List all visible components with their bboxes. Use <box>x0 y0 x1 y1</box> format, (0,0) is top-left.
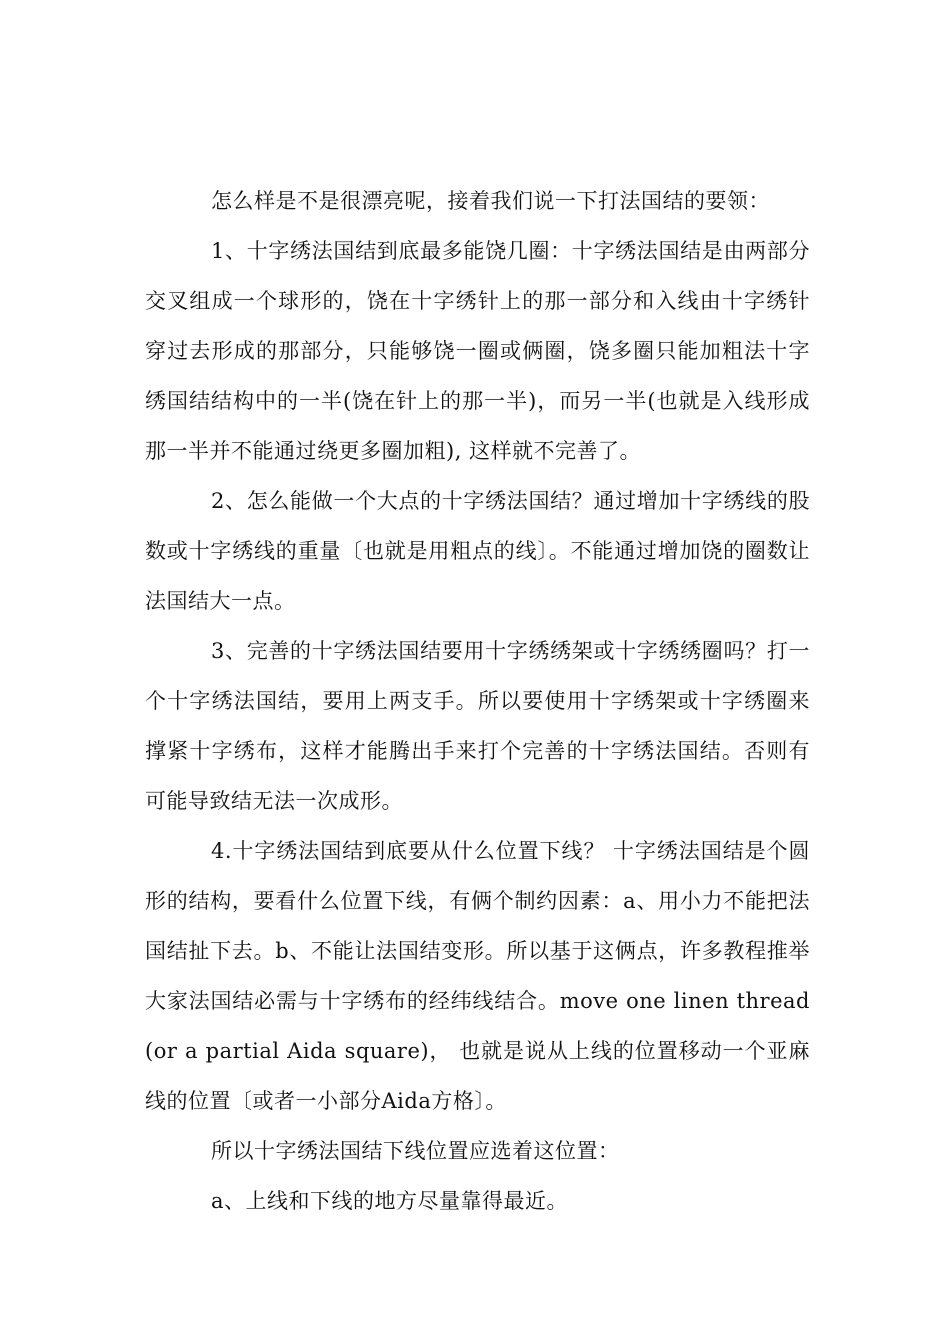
document-body <box>145 176 810 1226</box>
paragraph-summary: 所以十字绣法国结下线位置应选着这位置： <box>211 1139 620 1163</box>
paragraph-point-4: 4.十字绣法国结到底要从什么位置下线？ 十字绣法国结是个圆形的结构，要看什么位置下线，有俩个制约因素：a、用小力不能把法国结扯下去。b、不能让法国结变形。所以基于这俩点，许多教程推举大家法国结必需与十字绣布的经纬线结合。move one linen thread(or a partial Aida square)， 也就是说从上线的位置移动一个亚麻线的位置〔或者一小部分Aida方格〕。 <box>145 839 810 1113</box>
paragraph-intro: 怎么样是不是很漂亮呢，接着我们说一下打法国结的要领： <box>211 189 770 213</box>
paragraph-item-a: a、上线和下线的地方尽量靠得最近。 <box>211 1189 569 1213</box>
paragraph-point-1: 1、十字绣法国结到底最多能饶几圈：十字绣法国结是由两部分交叉组成一个球形的，饶在十字绣针上的那一部分和入线由十字绣针穿过去形成的那部分，只能够饶一圈或俩圈，饶多圈只能加粗法十字绣国结结构中的一半(饶在针上的那一半)，而另一半(也就是入线形成那一半并不能通过绕更多圈加粗), 这样就不完善了。 <box>145 239 810 463</box>
paragraph-point-2: 2、怎么能做一个大点的十字绣法国结？通过增加十字绣线的股数或十字绣线的重量〔也就是用粗点的线〕。不能通过增加饶的圈数让法国结大一点。 <box>145 489 810 613</box>
paragraph-point-3: 3、完善的十字绣法国结要用十字绣绣架或十字绣绣圈吗？打一个十字绣法国结，要用上两支手。所以要使用十字绣架或十字绣圈来撑紧十字绣布，这样才能腾出手来打个完善的十字绣法国结。否则有可能导致结无法一次成形。 <box>145 639 810 813</box>
